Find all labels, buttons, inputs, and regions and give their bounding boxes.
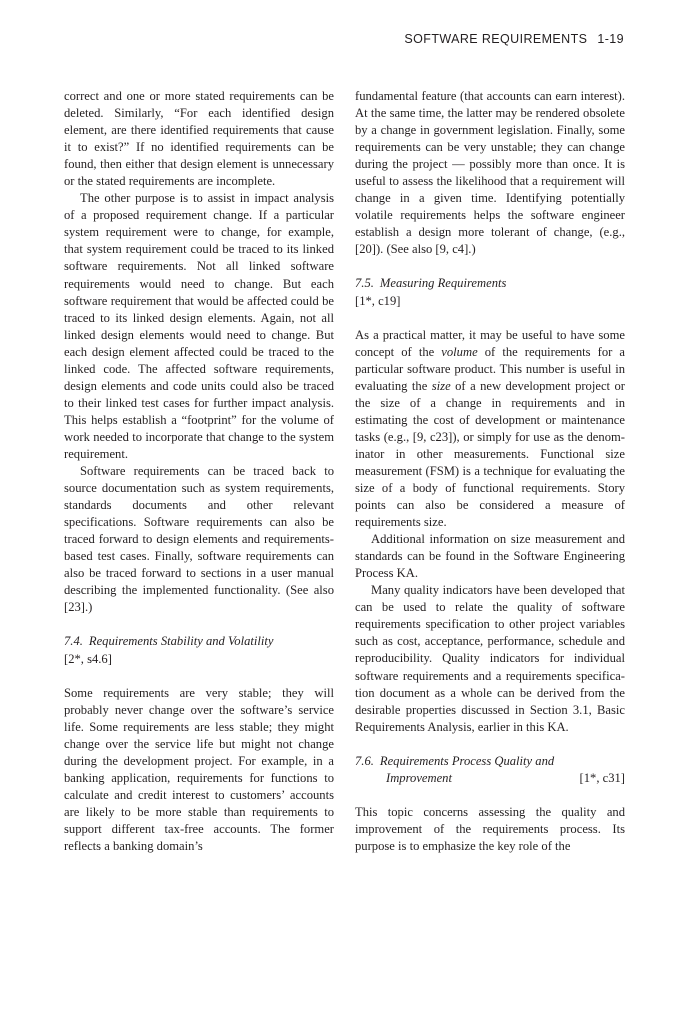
left-column: [64, 88, 334, 855]
section-reference: [1*, c31]: [579, 770, 625, 785]
section-heading-7-6: [355, 753, 625, 787]
paragraph: The other purpose is to assist in impact analysis of a proposed requirement change. If a particular system requirement were to change, for example, that system requirement could be traced to its linked software requirements. Not all linked software requirements would need to change. But each software requirement that would be affected could be traced to its linked design elements. Again, not all linked design elements would need to change. But each design element affected could be traced to the linked code. The affected software requirements, design elements and code units could also be traced to their linked test cases for further impact analysis. This helps establish a “footprint” for the volume of work needed to incorporate that change to the system requirement.: [64, 191, 334, 461]
section-title: Measuring Requirements: [379, 276, 507, 291]
section-reference: [1*, c19]: [355, 293, 401, 308]
paragraph: Additional information on size measurement and standards can be found in the Software Engineering Process KA.: [355, 532, 625, 581]
section-number: 7.5.: [355, 276, 374, 291]
right-column: [355, 88, 625, 855]
section-number: 7.4.: [64, 634, 83, 649]
section-title: Requirements Stability and Volatility: [88, 634, 274, 649]
running-header: [404, 32, 624, 46]
section-reference: [2*, s4.6]: [64, 651, 112, 666]
section-number: 7.6.: [355, 753, 374, 768]
page-number: 1-19: [597, 32, 624, 46]
paragraph: As a practical matter, it may be useful to have some concept of the volume of the requirements for a particular software product. This number is useful in evaluating the size of a new development project or the size of a change in requirements and in estimating the cost of development or maintenance tasks (e.g., [9, c23]), or simply for use as the denominator in other measurements. Functional size measurement (FSM) is a technique for evaluating the size of a body of functional requirements. Story points can also be considered a measure of requirements size.: [355, 327, 625, 530]
emphasis: size: [431, 378, 451, 393]
section-title-line1: Requirements Process Quality and: [379, 753, 555, 768]
paragraph: correct and one or more stated requirements can be deleted. Similarly, “For each identified design element, are there identified requirements that cause it to exist?” If no identified requirements can be found, then either that design element is unnecessary or the stated requirements are incomplete.: [64, 89, 334, 189]
emphasis: volume: [441, 344, 478, 359]
paragraph: Some requirements are very stable; they will probably never change over the software’s service life. Some requirements are less stable; they might change over the service life but might not change during the development project. For example, in a banking application, requirements for functions to calculate and credit interest to customers’ accounts are likely to be more stable than requirements to support different tax-free accounts. The former reflects a banking domain’s: [64, 685, 334, 853]
running-title: SOFTWARE REQUIREMENTS: [404, 32, 588, 46]
section-heading-7-4: [64, 633, 334, 650]
paragraph: Many quality indicators have been developed that can be used to relate the quality of software requirements specification to other project variables such as cost, acceptance, performance, schedule and reproducibility. Quality indicators for individual software requirements and a requirements specification document as a whole can be derived from the desirable properties discussed in Section 3.1, Basic Requirements Analysis, earlier in this KA.: [355, 583, 625, 734]
section-title-line2: Improvement: [386, 770, 452, 785]
paragraph: fundamental feature (that accounts can earn interest). At the same time, the latter may be rendered obsolete by a change in government legislation. Finally, some requirements can be very unstable; they can change during the project — possibly more than once. It is useful to assess the likelihood that a requirement will change in a given time. Identifying potentially volatile requirements helps the software engineer establish a design more tolerant of change, (e.g., [20]). (See also [9, c4].): [355, 89, 625, 257]
section-heading-7-5: [355, 275, 625, 292]
paragraph: Software requirements can be traced back to source documentation such as system requirements, standards documents and other relevant specifications. Software requirements can also be traced forward to design elements and requirements-based test cases. Finally, software requirements can also be traced forward to sections in a user manual describing the implemented functionality. (See also [23].): [64, 464, 334, 615]
paragraph: This topic concerns assessing the quality and improvement of the requirements process. Its purpose is to emphasize the key role of the: [355, 804, 625, 853]
